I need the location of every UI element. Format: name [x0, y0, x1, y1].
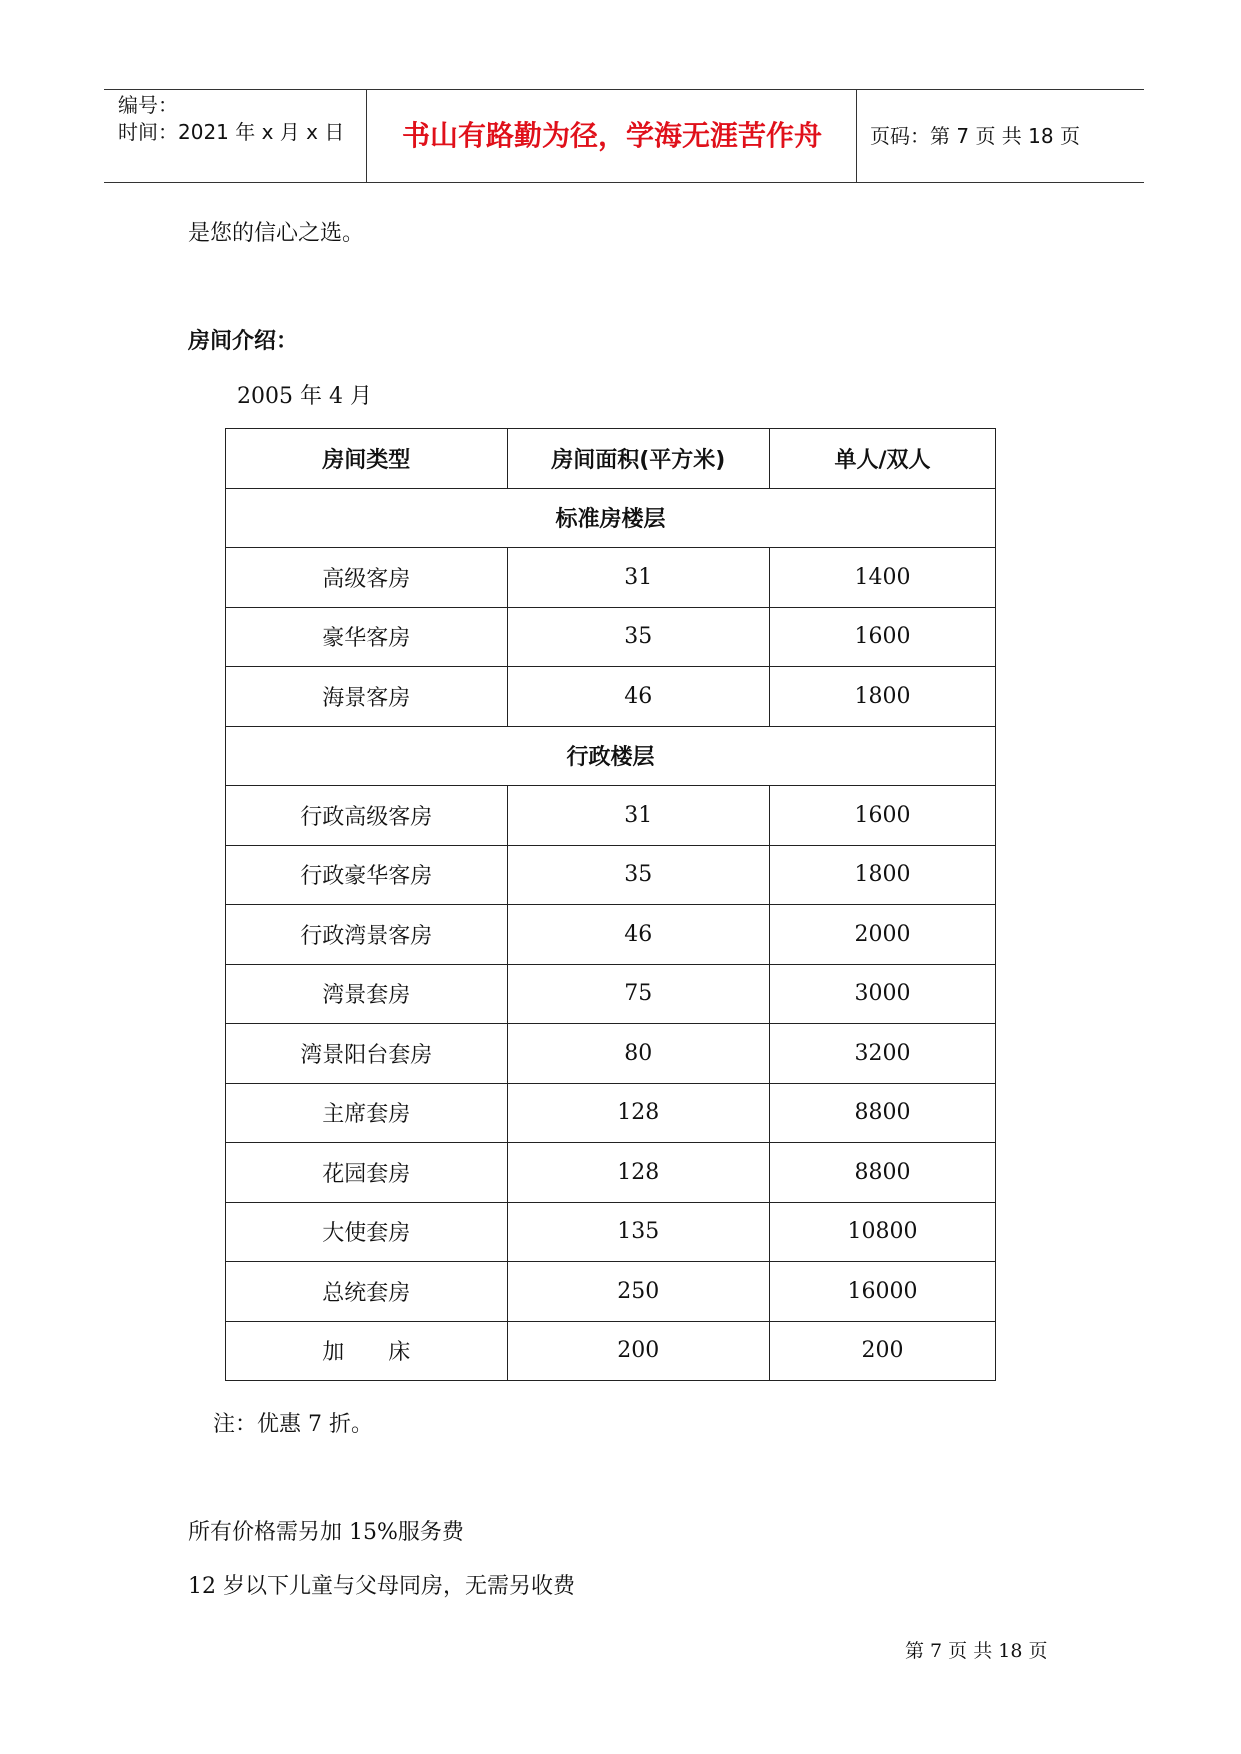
table-row [226, 1321, 996, 1381]
room-area-cell: 46 [507, 667, 770, 727]
room-rate-cell: 200 [770, 1321, 996, 1381]
room-area-cell: 31 [507, 786, 770, 846]
header-page-code: 页码：第 7 页 共 18 页 [870, 124, 1080, 148]
room-type-cell: 花园套房 [226, 1143, 508, 1203]
table-row [226, 1083, 996, 1143]
table-row [226, 1202, 996, 1262]
room-rate-cell: 1600 [770, 786, 996, 846]
room-area-cell: 80 [507, 1024, 770, 1084]
table-header-row [226, 429, 996, 489]
table-row [226, 1143, 996, 1203]
table-row [226, 1262, 996, 1322]
room-area-cell: 35 [507, 607, 770, 667]
room-rate-cell: 1600 [770, 607, 996, 667]
room-area-cell: 35 [507, 845, 770, 905]
header-motto: 书山有路勤为径，学海无涯苦作舟 [401, 119, 822, 152]
discount-note: 注：优惠 7 折。 [213, 1412, 373, 1437]
header-room-area: 房间面积(平方米) [507, 429, 770, 489]
room-area-cell: 128 [507, 1143, 770, 1203]
header-rate: 单人/双人 [770, 429, 996, 489]
room-area-cell: 250 [507, 1262, 770, 1322]
table-row [226, 548, 996, 608]
page-header [104, 89, 1144, 183]
document-number-label: 编号： [118, 93, 178, 117]
room-rate-cell: 3200 [770, 1024, 996, 1084]
room-type-cell: 大使套房 [226, 1202, 508, 1262]
children-note: 12 岁以下儿童与父母同房，无需另收费 [188, 1574, 575, 1599]
room-area-cell: 75 [507, 964, 770, 1024]
room-area-cell: 135 [507, 1202, 770, 1262]
table-row [226, 964, 996, 1024]
table-row [226, 845, 996, 905]
room-area-cell: 46 [507, 905, 770, 965]
document-time: 时间：2021 年 x 月 x 日 [118, 120, 345, 144]
room-type-cell: 总统套房 [226, 1262, 508, 1322]
section-row-executive [226, 726, 996, 786]
table-row [226, 667, 996, 727]
room-type-cell: 行政高级客房 [226, 786, 508, 846]
room-type-cell: 海景客房 [226, 667, 508, 727]
room-type-cell: 主席套房 [226, 1083, 508, 1143]
room-area-cell: 31 [507, 548, 770, 608]
section-title: 房间介绍： [188, 329, 299, 354]
room-type-cell: 湾景套房 [226, 964, 508, 1024]
table-row [226, 786, 996, 846]
header-room-type: 房间类型 [226, 429, 508, 489]
room-rate-cell: 2000 [770, 905, 996, 965]
room-rate-cell: 8800 [770, 1083, 996, 1143]
room-rate-table [225, 428, 996, 1381]
page-footer: 第 7 页 共 18 页 [905, 1640, 1048, 1662]
header-divider-right [856, 90, 857, 182]
room-type-cell: 行政豪华客房 [226, 845, 508, 905]
room-rate-cell: 16000 [770, 1262, 996, 1322]
intro-line: 是您的信心之选。 [188, 221, 365, 246]
room-rate-cell: 8800 [770, 1143, 996, 1203]
header-divider-left [366, 90, 367, 182]
room-rate-cell: 1800 [770, 845, 996, 905]
room-rate-cell: 10800 [770, 1202, 996, 1262]
room-rate-cell: 1800 [770, 667, 996, 727]
room-area-cell: 128 [507, 1083, 770, 1143]
section-row-standard [226, 488, 996, 548]
service-fee-note: 所有价格需另加 15%服务费 [188, 1520, 464, 1545]
section-title-executive: 行政楼层 [226, 726, 996, 786]
table-row [226, 905, 996, 965]
section-title-standard: 标准房楼层 [226, 488, 996, 548]
table-row [226, 607, 996, 667]
header-meta [118, 92, 368, 146]
room-rate-cell: 3000 [770, 964, 996, 1024]
room-rate-cell: 1400 [770, 548, 996, 608]
room-area-cell: 200 [507, 1321, 770, 1381]
room-type-cell: 豪华客房 [226, 607, 508, 667]
room-type-cell: 湾景阳台套房 [226, 1024, 508, 1084]
table-date: 2005 年 4 月 [237, 384, 372, 409]
table-row [226, 1024, 996, 1084]
room-type-cell: 加 床 [226, 1321, 508, 1381]
room-type-cell: 高级客房 [226, 548, 508, 608]
room-type-cell: 行政湾景客房 [226, 905, 508, 965]
